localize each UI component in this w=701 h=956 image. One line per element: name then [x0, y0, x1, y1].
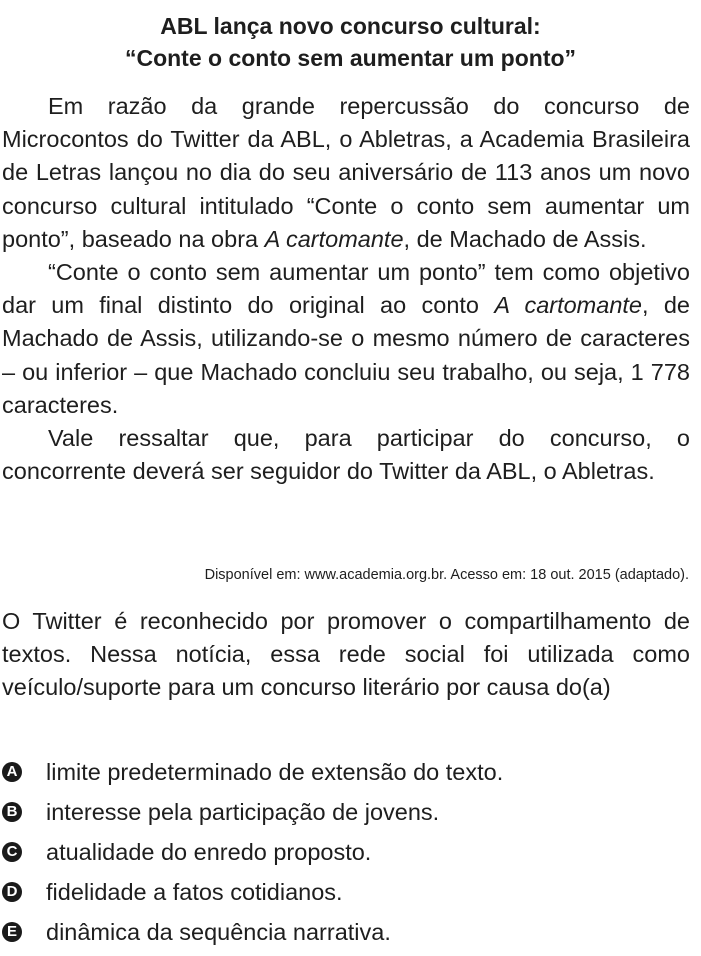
- paragraph-3: Vale ressaltar que, para participar do concurso, o concorrente deverá ser seguidor do Twitter da ABL, o Abletras.: [2, 425, 690, 485]
- paragraph-1-text-a: Em razão da grande repercussão do concurso de Microcontos do Twitter da ABL, o Abletras, a Academia Brasileira de Letras lançou no dia do seu aniversário de 113 anos um novo concurso cultural intitulado “Conte o conto sem aumentar um ponto”, baseado na obra: [2, 93, 690, 252]
- option-e-letter-badge: E: [2, 922, 22, 942]
- option-c-text: atualidade do enredo proposto.: [46, 838, 372, 865]
- option-e-text: dinâmica da sequência narrativa.: [46, 918, 391, 945]
- paragraph-2-text-b: , de Machado de Assis, utilizando-se o mesmo número de caracteres – ou inferior – que Machado concluiu seu trabalho, ou seja, 1 778 caracteres.: [2, 292, 690, 418]
- paragraph-1-work-title: A cartomante: [264, 225, 404, 252]
- option-b-text: interesse pela participação de jovens.: [46, 798, 440, 825]
- title-line-1: ABL lança novo concurso cultural:: [160, 13, 541, 39]
- answer-options: [2, 752, 692, 952]
- paragraph-2-work-title: A cartomante: [494, 292, 642, 319]
- option-b[interactable]: [2, 792, 692, 832]
- title-line-2: “Conte o conto sem aumentar um ponto”: [124, 45, 577, 71]
- question-stem: O Twitter é reconhecido por promover o compartilhamento de textos. Nessa notícia, essa rede social foi utilizada como veículo/suporte para um concurso literário por causa do(a): [2, 608, 690, 701]
- article-title: [0, 10, 701, 74]
- option-a-letter-badge: A: [2, 762, 22, 782]
- option-c-letter-badge: C: [2, 842, 22, 862]
- option-c[interactable]: [2, 832, 692, 872]
- paragraph-1: [2, 90, 690, 256]
- option-a[interactable]: [2, 752, 692, 792]
- paragraph-1-text-b: , de Machado de Assis.: [403, 225, 647, 252]
- article-body: [2, 90, 690, 488]
- option-d-letter-badge: D: [2, 882, 22, 902]
- source-citation: Disponível em: www.academia.org.br. Acesso em: 18 out. 2015 (adaptado).: [204, 567, 689, 583]
- option-d[interactable]: [2, 872, 692, 912]
- option-d-text: fidelidade a fatos cotidianos.: [46, 878, 343, 905]
- paragraph-2-text-a: “Conte o conto sem aumentar um ponto” tem como objetivo dar um final distinto do original ao conto: [2, 259, 690, 319]
- paragraph-2: [2, 256, 690, 422]
- option-b-letter-badge: B: [2, 802, 22, 822]
- option-a-text: limite predeterminado de extensão do texto.: [46, 758, 504, 785]
- option-e[interactable]: [2, 912, 692, 952]
